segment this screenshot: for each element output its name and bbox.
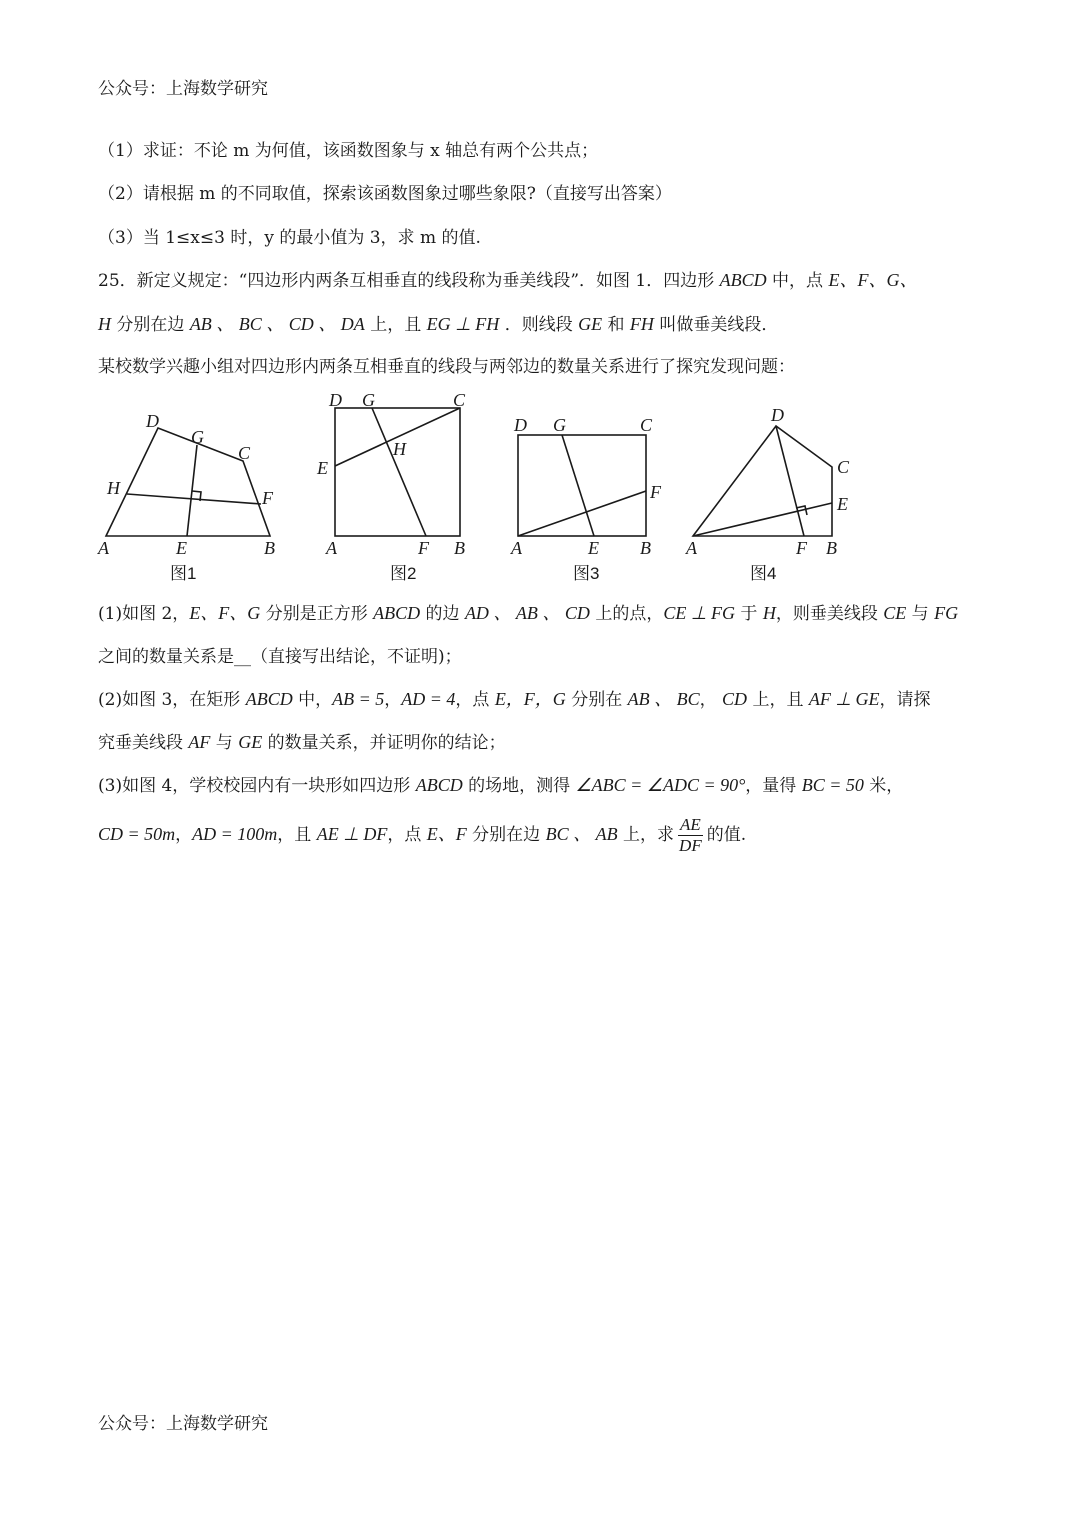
text: 与 <box>906 604 935 624</box>
math: BC 、 AB <box>545 824 618 844</box>
math: E，F，G <box>494 689 566 709</box>
text: (1)如图 2， <box>98 604 190 624</box>
fig3-segment-ge <box>562 435 594 536</box>
q25-sub-2 <box>98 688 931 711</box>
figure-2 <box>317 390 480 585</box>
math: AB = 5 <box>332 689 385 709</box>
fig3-caption: 图3 <box>573 564 600 583</box>
text: 的场地，测得 <box>462 776 576 796</box>
text: 中， <box>292 690 333 710</box>
q25-intro <box>98 269 917 292</box>
text: ，则垂美线段 <box>775 604 884 624</box>
math: FH <box>629 314 654 334</box>
text: 分别在 <box>565 690 628 710</box>
text: ，点 <box>387 825 427 845</box>
text: 分别在边 <box>111 315 190 335</box>
fig4-label-d: D <box>771 405 784 425</box>
fig1-label-g: G <box>191 427 204 447</box>
text: 分别在边 <box>466 825 546 845</box>
fig4-label-a: A <box>686 538 697 558</box>
math: AD = 4 <box>401 689 456 709</box>
fig4-label-c: C <box>837 457 850 477</box>
fig4-label-e: E <box>837 494 848 514</box>
text: 中，点 <box>766 271 829 291</box>
text: ，点 <box>455 690 495 710</box>
fig3-label-g: G <box>553 415 566 435</box>
math: GE <box>238 732 263 752</box>
fig4-label-b: B <box>826 538 837 558</box>
text: 的边 <box>420 604 465 624</box>
math: ABCD <box>373 603 421 623</box>
math: CD <box>722 689 748 709</box>
math: CD = 50m <box>98 824 176 844</box>
fig2-square <box>335 408 460 536</box>
text: ， <box>699 690 723 710</box>
fig3-label-f: F <box>650 482 661 502</box>
text: 与 <box>210 733 239 753</box>
math: AD 、 AB 、 CD <box>464 603 590 623</box>
text: ，且 <box>277 825 317 845</box>
fig3-label-e: E <box>588 538 599 558</box>
fig2-label-h: H <box>393 439 406 459</box>
q25-intro-line2 <box>98 313 778 336</box>
math: AD = 100m <box>192 824 278 844</box>
math: ABCD <box>719 270 767 290</box>
q25-sub-1 <box>98 602 958 625</box>
fig3-label-d: D <box>514 415 527 435</box>
q25-sub-2-line2 <box>98 731 506 754</box>
math: E、F、G <box>189 603 261 623</box>
fig2-caption: 图2 <box>390 564 417 583</box>
fig3-rectangle <box>518 435 646 536</box>
math: ABCD <box>245 689 293 709</box>
math: AF ⊥ GE <box>808 689 880 709</box>
fig3-label-c: C <box>640 415 653 435</box>
fig4-label-f: F <box>796 538 807 558</box>
q25-intro-line3: 某校数学兴趣小组对四边形内两条互相垂直的线段与两邻边的数量关系进行了探究发现问题： <box>98 357 795 377</box>
fig4-caption: 图4 <box>750 564 777 583</box>
math: E、F <box>426 824 467 844</box>
math: AB 、 BC <box>627 689 700 709</box>
figure-1 <box>98 405 288 585</box>
math: ABCD <box>415 775 463 795</box>
figure-4 <box>680 400 860 585</box>
fig2-label-f: F <box>418 538 429 558</box>
math: H <box>762 603 776 623</box>
fraction-numerator: AE <box>680 815 701 834</box>
text: (3)如图 4，学校校园内有一块形如四边形 <box>98 776 416 796</box>
fig1-label-c: C <box>238 443 251 463</box>
text: 上的点， <box>589 604 664 624</box>
fraction-ae-over-df <box>678 815 703 856</box>
math: CE ⊥ FG <box>663 603 736 623</box>
fig2-label-d: D <box>329 390 342 410</box>
figure-3 <box>505 405 675 585</box>
text: 叫做垂美线段． <box>653 315 779 335</box>
q24-part-1: （1）求证：不论 m 为何值，该函数图象与 x 轴总有两个公共点； <box>98 141 599 161</box>
fig1-label-a: A <box>98 538 109 558</box>
fig1-label-b: B <box>264 538 275 558</box>
text: 和 <box>602 315 630 335</box>
math: FG <box>934 603 959 623</box>
text: ， <box>175 825 193 845</box>
fig1-segment-eg <box>187 445 197 536</box>
fig2-label-a: A <box>326 538 337 558</box>
text: 上，求 <box>617 825 674 845</box>
fig1-label-f: F <box>262 488 273 508</box>
fig1-segment-hf <box>127 494 261 504</box>
math: ∠ABC = ∠ADC = 90° <box>575 775 746 795</box>
text: 的值. <box>706 825 747 845</box>
fig2-label-g: G <box>362 390 375 410</box>
fig2-label-c: C <box>453 390 466 410</box>
text: ，请探 <box>879 690 931 710</box>
q24-part-3: （3）当 1≤x≤3 时，y 的最小值为 3，求 m 的值. <box>98 228 481 248</box>
fig1-label-h: H <box>107 478 120 498</box>
text: (2)如图 3，在矩形 <box>98 690 246 710</box>
text: 分别是正方形 <box>260 604 374 624</box>
text: ， <box>384 690 402 710</box>
text: 究垂美线段 <box>98 733 189 753</box>
text: 米， <box>863 776 904 796</box>
page-footer: 公众号：上海数学研究 <box>98 1414 268 1434</box>
fig2-label-b: B <box>454 538 465 558</box>
q25-sub-3-line2 <box>98 812 746 857</box>
math: EG ⊥ FH <box>426 314 500 334</box>
fig1-label-d: D <box>146 411 159 431</box>
q25-sub-3 <box>98 774 903 797</box>
math: AB 、 BC 、 CD 、 DA <box>189 314 365 334</box>
math: E、F、G、 <box>828 270 918 290</box>
math: BC = 50 <box>801 775 864 795</box>
text: 25．新定义规定：“四边形内两条互相垂直的线段称为垂美线段”．如图 1．四边形 <box>98 271 720 291</box>
math: GE <box>578 314 603 334</box>
fig1-caption: 图1 <box>170 564 197 583</box>
text: ．则线段 <box>499 315 579 335</box>
fig2-label-e: E <box>317 458 328 478</box>
math: H <box>98 314 111 334</box>
text: 上，且 <box>364 315 427 335</box>
text: 于 <box>735 604 763 624</box>
q24-part-2: （2）请根据 m 的不同取值，探索该函数图象过哪些象限?（直接写出答案） <box>98 184 672 204</box>
math: AE ⊥ DF <box>316 824 388 844</box>
fraction-denominator: DF <box>679 836 702 855</box>
page-header: 公众号：上海数学研究 <box>98 79 268 99</box>
math: AF <box>188 732 211 752</box>
text: ，量得 <box>745 776 802 796</box>
fig3-label-b: B <box>640 538 651 558</box>
math: CE <box>883 603 907 623</box>
fig3-label-a: A <box>511 538 522 558</box>
q25-sub-1-line2: 之间的数量关系是__（直接写出结论，不证明)； <box>98 647 462 667</box>
text: 的数量关系，并证明你的结论； <box>262 733 506 753</box>
fig1-label-e: E <box>176 538 187 558</box>
text: 上，且 <box>747 690 809 710</box>
